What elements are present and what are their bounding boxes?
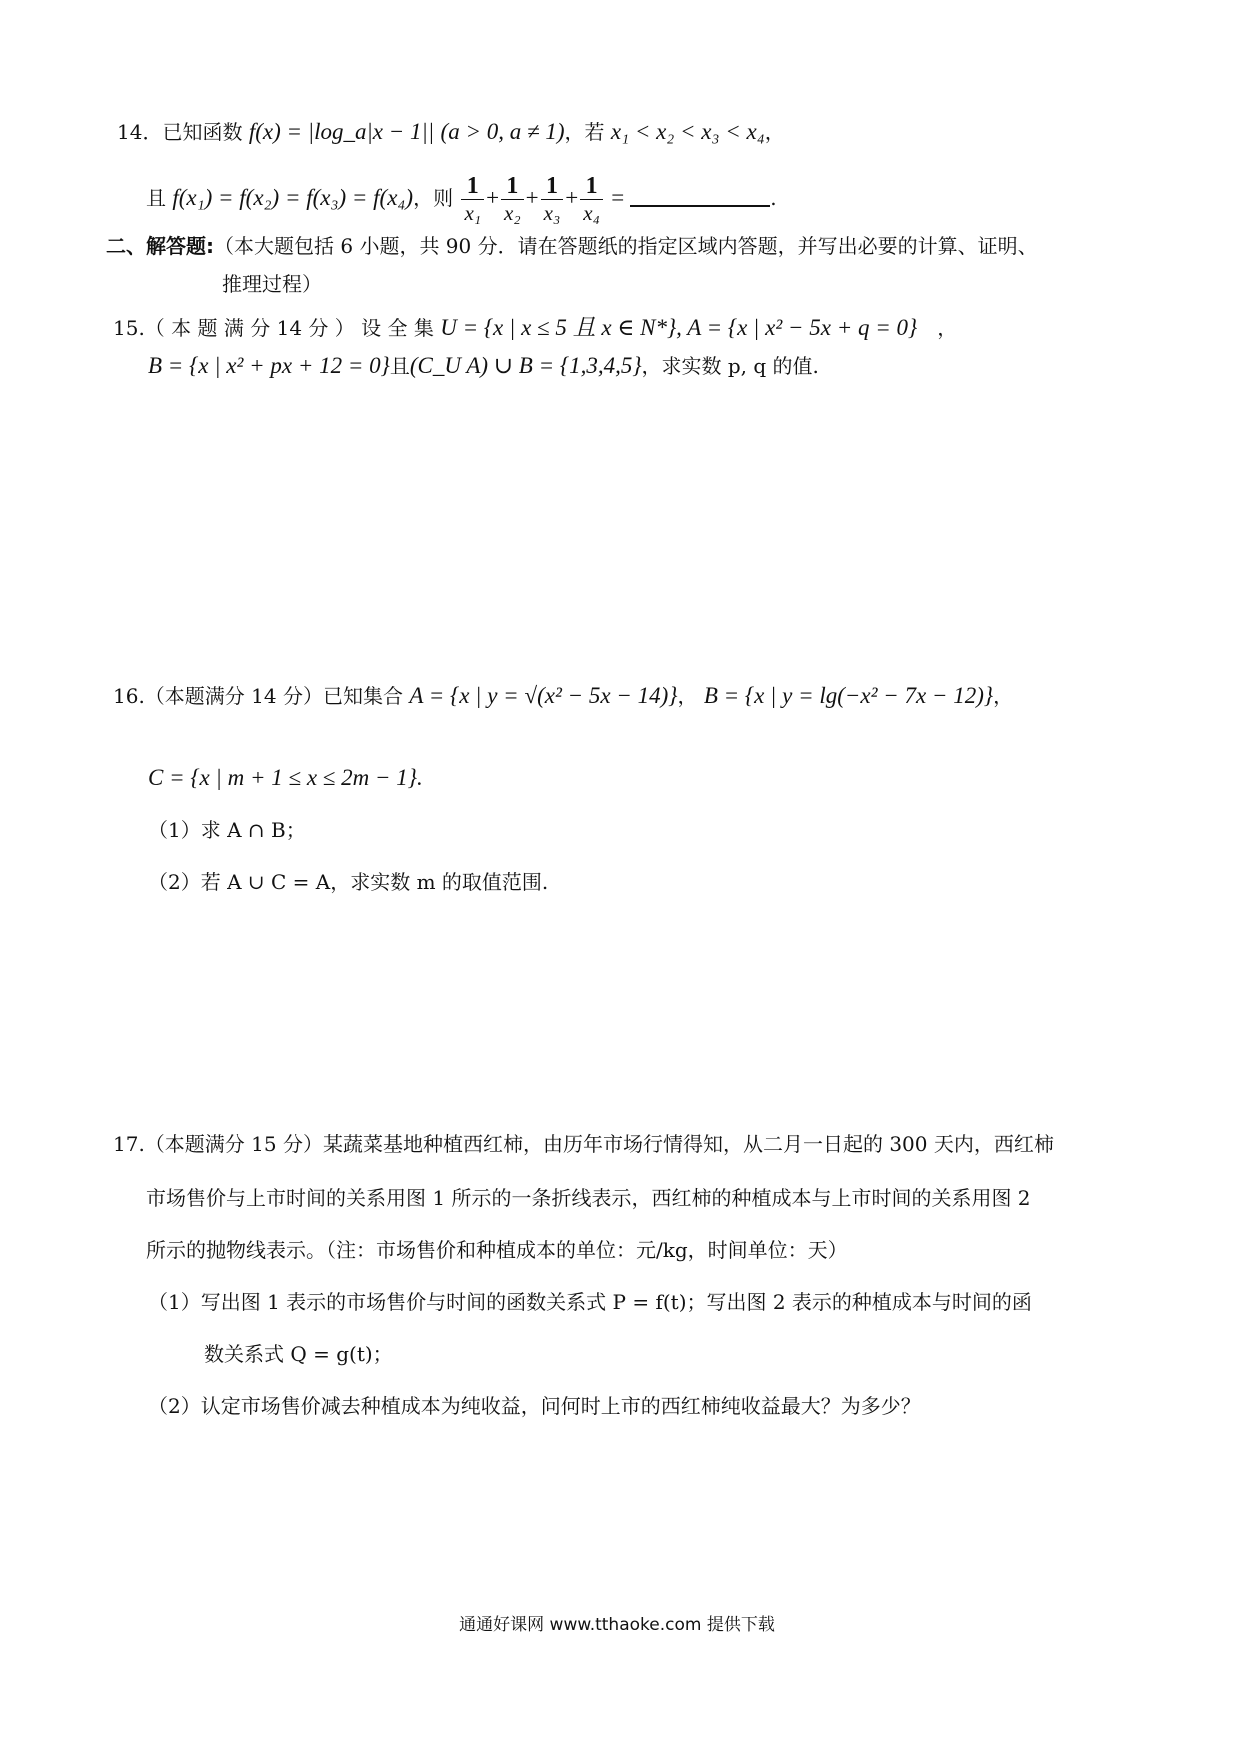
q17-part1-b (204, 1338, 393, 1370)
footer-text: 通通好课网 www.tthaoke.com 提供下载 (459, 1615, 775, 1635)
fraction-numerator: 1 (466, 173, 479, 199)
q15-ask: ，求实数 p, q 的值. (641, 354, 819, 378)
answer-blank (630, 205, 770, 207)
fraction-denominator: x₂ (501, 199, 524, 226)
q16-line2 (148, 762, 423, 794)
q16-set-a: A = {x | y = √(x² − 5x − 14)} (409, 683, 678, 708)
section2-line1 (106, 230, 1038, 262)
q17-part1-b-text: 数关系式 Q = g(t)； (204, 1342, 393, 1366)
fraction-numerator: 1 (506, 173, 519, 199)
q15-set-u: U = {x | x ≤ 5 且 x ∈ N*}, A = {x | x² − 5x + q = 0} (440, 315, 918, 340)
q17-line1-text: 17.（本题满分 15 分）某蔬菜基地种植西红柿，由历年市场行情得知，从二月一日起的 300 天内，西红柿 (113, 1132, 1054, 1156)
q15-relation: (C_U A) ∪ B = {1,3,4,5} (409, 353, 642, 378)
fraction-numerator: 1 (545, 173, 558, 199)
fraction-denominator: x₁ (461, 199, 484, 226)
q17-part1-a (148, 1286, 1032, 1318)
q17-line2 (146, 1182, 1031, 1214)
page-footer (0, 1610, 1234, 1635)
q14-fraction-4 (580, 173, 603, 226)
q15-connector: 且 (389, 354, 410, 378)
q15-line1: 15.（ 本 题 满 分 14 分 ） 设 全 集 U = {x | x ≤ 5 且 x ∈ N*}, A = {x | x² − 5x + q = 0} ， (113, 315, 958, 340)
fraction-denominator: x₃ (541, 199, 564, 226)
q16-label: 16.（本题满分 14 分）已知集合 (113, 684, 403, 708)
fraction-numerator: 1 (585, 173, 598, 199)
q14-then: ，则 (413, 186, 454, 210)
q16-part2-text: （2）若 A ∪ C = A，求实数 m 的取值范围. (148, 870, 549, 894)
q16-set-b: B = {x | y = lg(−x² − 7x − 12)} (703, 683, 994, 708)
q14-fraction-2 (501, 173, 524, 226)
section2-line2 (222, 268, 322, 300)
fraction-denominator: x₄ (580, 199, 603, 226)
q17-line1 (113, 1128, 1054, 1160)
q14-condition: (a > 0, a ≠ 1) (440, 119, 565, 144)
q16-part2 (148, 866, 548, 898)
q14-line1: 14．已知函数 f(x) = |log_a|x − 1|| (a > 0, a ≠ 1)，若 x₁ < x₂ < x₃ < x₄， (117, 119, 785, 144)
q17-line3 (146, 1234, 848, 1266)
q16-part1 (148, 814, 306, 846)
q17-part1-a-text: （1）写出图 1 表示的市场售价与时间的函数关系式 P = f(t)；写出图 2 表示的种植成本与时间的函 (148, 1290, 1032, 1314)
q15-label: 15.（ 本 题 满 分 14 分 ） 设 全 集 (113, 316, 434, 340)
q14-fraction-1 (461, 173, 484, 226)
q14-line2-prefix: 且 (146, 186, 166, 210)
q14-equalities: f(x₁) = f(x₂) = f(x₃) = f(x₄) (172, 185, 414, 210)
q16-line1: 16.（本题满分 14 分）已知集合 A = {x | y = √(x² − 5x − 14)}， B = {x | y = lg(−x² − 7x − 12)}， (113, 683, 1014, 708)
q15-set-b: B = {x | x² + px + 12 = 0} (148, 353, 390, 378)
q15-line2 (148, 350, 819, 382)
q16-set-c: C = {x | m + 1 ≤ x ≤ 2m − 1}. (148, 765, 423, 790)
q17-line3-text: 所示的抛物线表示。（注：市场售价和种植成本的单位：元/kg，时间单位：天） (146, 1238, 848, 1262)
section2-text: （本大题包括 6 小题，共 90 分．请在答题纸的指定区域内答题，并写出必要的计算、证明、 (214, 234, 1038, 258)
q14-formula: f(x) = |log_a|x − 1|| (248, 119, 435, 144)
q17-part2 (148, 1390, 921, 1422)
q14-equals: = (611, 185, 625, 210)
section2-text2: 推理过程） (222, 272, 322, 296)
q17-part2-text: （2）认定市场售价减去种植成本为纯收益，问何时上市的西红柿纯收益最大？为多少？ (148, 1394, 921, 1418)
q14-label: 14．已知函数 (117, 120, 243, 144)
q14-fraction-3 (541, 173, 564, 226)
q17-line2-text: 市场售价与上市时间的关系用图 1 所示的一条折线表示，西红柿的种植成本与上市时间的关系用图 2 (146, 1186, 1031, 1210)
q14-order: x₁ < x₂ < x₃ < x₄ (610, 119, 765, 144)
section2-heading: 二、解答题: (106, 234, 214, 258)
q14-line2: 且 f(x₁) = f(x₂) = f(x₃) = f(x₄)，则 $\frac{1}{\text{x₁}}$ + $\frac{1}{\text{x₂}}$ + $\frac{1}{\text{x₃}}$ + $\frac{1}{\text{x₄}}$ = . (146, 173, 777, 225)
q14-if-text: ，若 (564, 120, 605, 144)
q16-part1-text: （1）求 A ∩ B； (148, 818, 306, 842)
